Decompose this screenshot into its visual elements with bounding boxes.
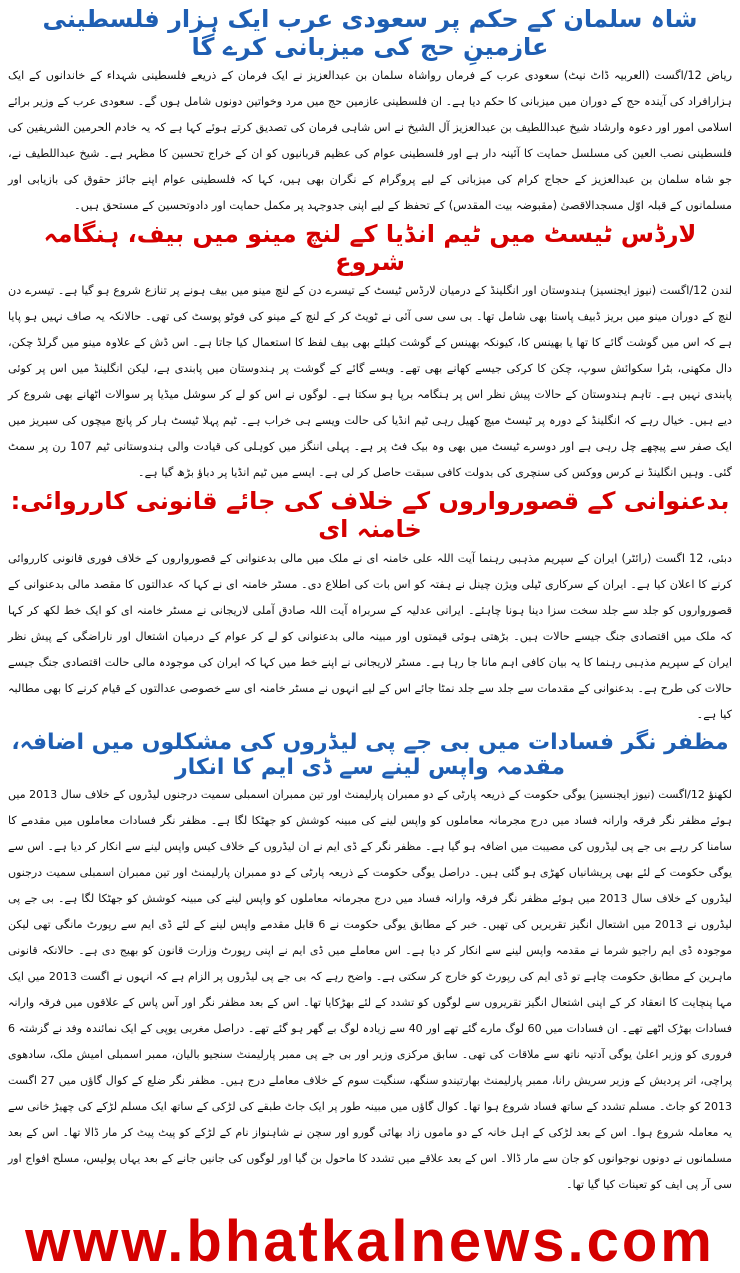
article-1 xyxy=(8,0,732,219)
article-body: لندن 12/اگست (نیوز ایجنسیز) ہندوستان اور انگلینڈ کے درمیان لارڈس ٹیسٹ کے تیسرے دن کے لنچ مینو میں بیف ہونے پر تنازع شروع ہو گیا ہے۔ تیسرے دن لنچ کے دوران مینو میں بریز ڈبیف پاستا بھی شامل تھا۔ بی سی سی آئی نے ٹویٹ کر کے لنچ کے مینو کی فوٹو پوسٹ کی تھی۔ حالانکہ یہ صاف نہیں ہو پایا ہے کہ اس میں گوشت گائے کا تھا یا بھینس کا، کیونکہ بھینس کے گوشت کیلئے بھی بیف لفظ کا استعمال کیا جاتا ہے۔ اس ڈش کے علاوہ مینو میں گرلڈ چکن، دال مکھنی، بٹرا سکوائش سوپ، چکن کا کرکی جیسے کھانے بھی تھے۔ ویسے گائے کے گوشت پر ہندوستان میں پابندی ہے، لیکن انگلینڈ میں اس پر کوئی پابندی نہیں ہے۔ تاہم ہندوستان کے حالات پیش نظر اس پر ہنگامہ برپا ہو سکتا ہے۔ لوگوں نے اس کو لے کر سوشل میڈیا پر سوالات اٹھانے بھی شروع کر دیے ہیں۔ خیال رہے کہ انگلینڈ کے دورہ پر ٹیسٹ میچ کھیل رہی ٹیم انڈیا کی حالت ویسے ہی خراب ہے۔ ٹیم پہلا ٹیسٹ ہار کر پانچ میچوں کی سیریز میں ایک صفر سے پیچھے چل رہی ہے اور دوسرے ٹیسٹ میں بھی وہ بیک فٹ پر ہے۔ پہلی اننگز میں کوہلی کی قیادت والی ہندوستانی ٹیم 107 رن پر سمٹ گئی۔ وہیں انگلینڈ نے کرس ووکس کی سنچری کی بدولت کافی سبقت حاصل کر لی ہے۔ ایسے میں ٹیم انڈیا پر دباؤ بڑھ گیا ہے۔ xyxy=(8,284,732,480)
headline: بدعنوانی کے قصورواروں کے خلاف کی جائے قانونی کارروائی: خامنہ ای xyxy=(10,487,730,543)
article-2 xyxy=(8,221,732,486)
article-body: ریاض 12/اگست (العربیہ ڈاٹ نیٹ) سعودی عرب کے فرماں رواشاہ سلمان بن عبدالعزیز نے ایک فرمان کے ذریعے فلسطینی شہداء کے خاندانوں کے ایک ہزارافراد کی آیندہ حج کے دوران میں میزبانی کا حکم دیا ہے۔ ان فلسطینی عازمین حج میں مرد وخواتین دونوں شامل ہوں گے۔ سعودی عرب کے وزیر برائے اسلامی امور اور دعوہ وارشاد شیخ عبداللطیف بن عبدالعزیز آل الشیخ نے اس شاہی فرمان کی تصدیق کرتے ہوئے کہا ہے کہ یہ خادم الحرمین الشریفین کی فلسطینی نصب العین کی مسلسل حمایت کا آئینہ دار ہے اور فلسطینی عوام کی عظیم قربانیوں کو ان کے خراج تحسین کا مظہر ہے۔ شیخ عبداللطیف نے، جو شاہ سلمان بن عبدالعزیز کے حجاج کرام کی میزبانی کے لیے پروگرام کے نگران بھی ہیں، کہا کہ فلسطینی عوام اپنے جائز حقوق کی بازیابی اور مسلمانوں کے قبلہ اوّل مسجدالاقصیٰ (مقبوضہ بیت المقدس) کے تحفظ کے لیے اپنی جدوجہد پر مکمل حمایت اور دادوتحسین کے مستحق ہیں۔ xyxy=(8,69,732,213)
article-3 xyxy=(8,488,732,727)
article-4 xyxy=(8,730,732,1199)
headline: مظفر نگر فسادات میں بی جے پی لیڈروں کی مشکلوں میں اضافہ، مقدمہ واپس لینے سے ڈی ایم کا انکار xyxy=(11,729,729,780)
headline: شاہ سلمان کے حکم پر سعودی عرب ایک ہزار فلسطینی عازمینِ حج کی میزبانی کرے گا xyxy=(42,5,698,61)
article-body: لکھنؤ 12/اگست (نیوز ایجنسیز) یوگی حکومت کے ذریعہ پارٹی کے دو ممبران پارلیمنٹ اور تین ممبران اسمبلی سمیت درجنوں لیڈروں کے خلاف سال 2013 میں ہوئے مظفر نگر فرقہ وارانہ فساد میں درج مجرمانہ معاملوں کو واپس لینے کی مبینہ کوشش کو جھٹکا لگا ہے۔ مظفر نگر فسادات معاملوں میں مقدمے کا سامنا کر رہے بی جے پی لیڈروں کی مصیبت میں اضافہ ہو گیا ہے۔ مظفر نگر کے ڈی ایم نے ان لیڈروں کے خلاف کیس واپس لینے سے انکار کر دیا ہے۔ اس سے یوگی حکومت کے لئے بھی پریشانیاں کھڑی ہو گئی ہیں۔ دراصل یوگی حکومت کے ذریعہ پارٹی کے دو ممبران پارلیمنٹ اور تین ممبران اسمبلی سمیت درجنوں لیڈروں کے خلاف سال 2013 میں ہوئے مظفر نگر فرقہ وارانہ فساد میں درج مجرمانہ معاملوں کو واپس لینے کی مبینہ کوشش کو جھٹکا لگا ہے۔ بی جے پی لیڈروں نے 2013 میں اشتعال انگیز تقریریں کی تھیں۔ خبر کے مطابق یوگی حکومت نے 6 قابل مقدمے واپس لینے کے لئے ڈی ایم سے رپورٹ مانگی تھی لیکن موجودہ ڈی ایم راجیو شرما نے مقدمہ واپس لینے سے انکار کر دیا ہے۔ اس معاملے میں ڈی ایم نے اپنی رپورٹ وزارت قانون کو بھیج دی ہے۔ حالانکہ قانونی ماہرین کے مطابق حکومت چاہے تو ڈی ایم کی رپورٹ کو خارج کر سکتی ہے۔ واضح رہے کہ بی جے پی لیڈروں پر الزام ہے کہ انہوں نے اگست 2013 میں ایک مہا پنچایت کا انعقاد کر کے اپنی اشتعال انگیز تقریروں سے لوگوں کو تشدد کے لئے بھڑکایا تھا۔ اس کے بعد مظفر نگر اور آس پاس کے علاقوں میں فرقہ وارانہ فسادات بھڑک اٹھے تھے۔ ان فسادات میں 60 لوگ مارے گئے تھے اور 40 سے زیادہ لوگ بے گھر ہو گئے تھے۔ دراصل مغربی یوپی کے ایک نمائندہ وفد نے گزشتہ 6 فروری کو وزیر اعلیٰ یوگی آدتیہ ناتھ سے ملاقات کی تھی۔ سابق مرکزی وزیر اور بی جے پی ممبر پارلیمنٹ سنجیو بالیان، ممبر اسمبلی امیش ملک، سادھوی پراچی، اتر پردیش کے وزیر سریش رانا، ممبر پارلیمنٹ بھارتیندو سنگھ، سنگیت سوم کے خلاف معاملے درج ہیں۔ مظفر نگر ضلع کے کوال گاؤں میں 27 اگست 2013 کو جاٹ۔ مسلم تشدد کے ساتھ فساد شروع ہوا تھا۔ کوال گاؤں میں مبینہ طور پر ایک جاٹ طبقے کی لڑکی کے ساتھ ایک مسلم لڑکے کی چھیڑ خانی سے یہ معاملہ شروع ہوا۔ اس کے بعد لڑکی کے اہل خانہ کے دو ماموں زاد بھائی گورو اور سچن نے شاہنواز نام کے لڑکے کو پیٹ پیٹ کر مار ڈالا تھا۔ اس کے بعد مسلمانوں نے دونوں نوجوانوں کو جان سے مار ڈالا۔ اس کے بعد علاقے میں تشدد کا ماحول بن گیا اور لوگوں کی جانیں جانے کے بعد یہاں پولیس، مسلح افواج اور سی آر پی ایف کو تعینات کیا گیا تھا۔ xyxy=(8,788,733,1192)
site-url-footer: www.bhatkalnews.com xyxy=(25,1211,715,1273)
article-body: دبئی، 12 اگست (رائٹر) ایران کے سپریم مذہبی رہنما آیت اللہ علی خامنہ ای نے ملک میں مالی بدعنوانی کے قصورواروں کے خلاف فوری قانونی کارروائی کرنے کا اعلان کیا ہے۔ ایران کے سرکاری ٹیلی ویژن چینل نے ہفتہ کو اس بات کی اطلاع دی۔ مسٹر خامنہ ای نے کہا کہ عدالتوں کا مقصد مالی بدعنوانی کے قصورواروں کو جلد سے جلد سخت سزا دینا ہونا چاہئے۔ ایرانی عدلیہ کے سربراہ آیت اللہ صادق آملی لاریجانی نے مسٹر خامنہ ای کو ایک خط لکھ کر کہا کہ ملک میں اقتصادی جنگ جیسے حالات ہیں۔ بڑھتی ہوئی قیمتوں اور مبینہ مالی بدعنوانی کو لے کر عوام کے درمیان اشتعال اور ناراضگی کے پیش نظر ایران کے سپریم مذہبی رہنما کا یہ بیان کافی اہم مانا جا رہا ہے۔ مسٹر لاریجانی نے اپنے خط میں کہا کہ ایران کی موجودہ مالی حالت اقتصادی جنگ جیسے حالات کی طرح ہے۔ بدعنوانی کے مقدمات سے جلد سے جلد نمٹا جائے اس کے لیے انہوں نے مسٹر خامنہ ای سے خصوصی عدالتوں کے قیام کرنے کا بھی مطالبہ کیا ہے۔ xyxy=(8,551,733,721)
headline: لارڈس ٹیسٹ میں ٹیم انڈیا کے لنچ مینو میں بیف، ہنگامہ شروع xyxy=(43,220,697,276)
